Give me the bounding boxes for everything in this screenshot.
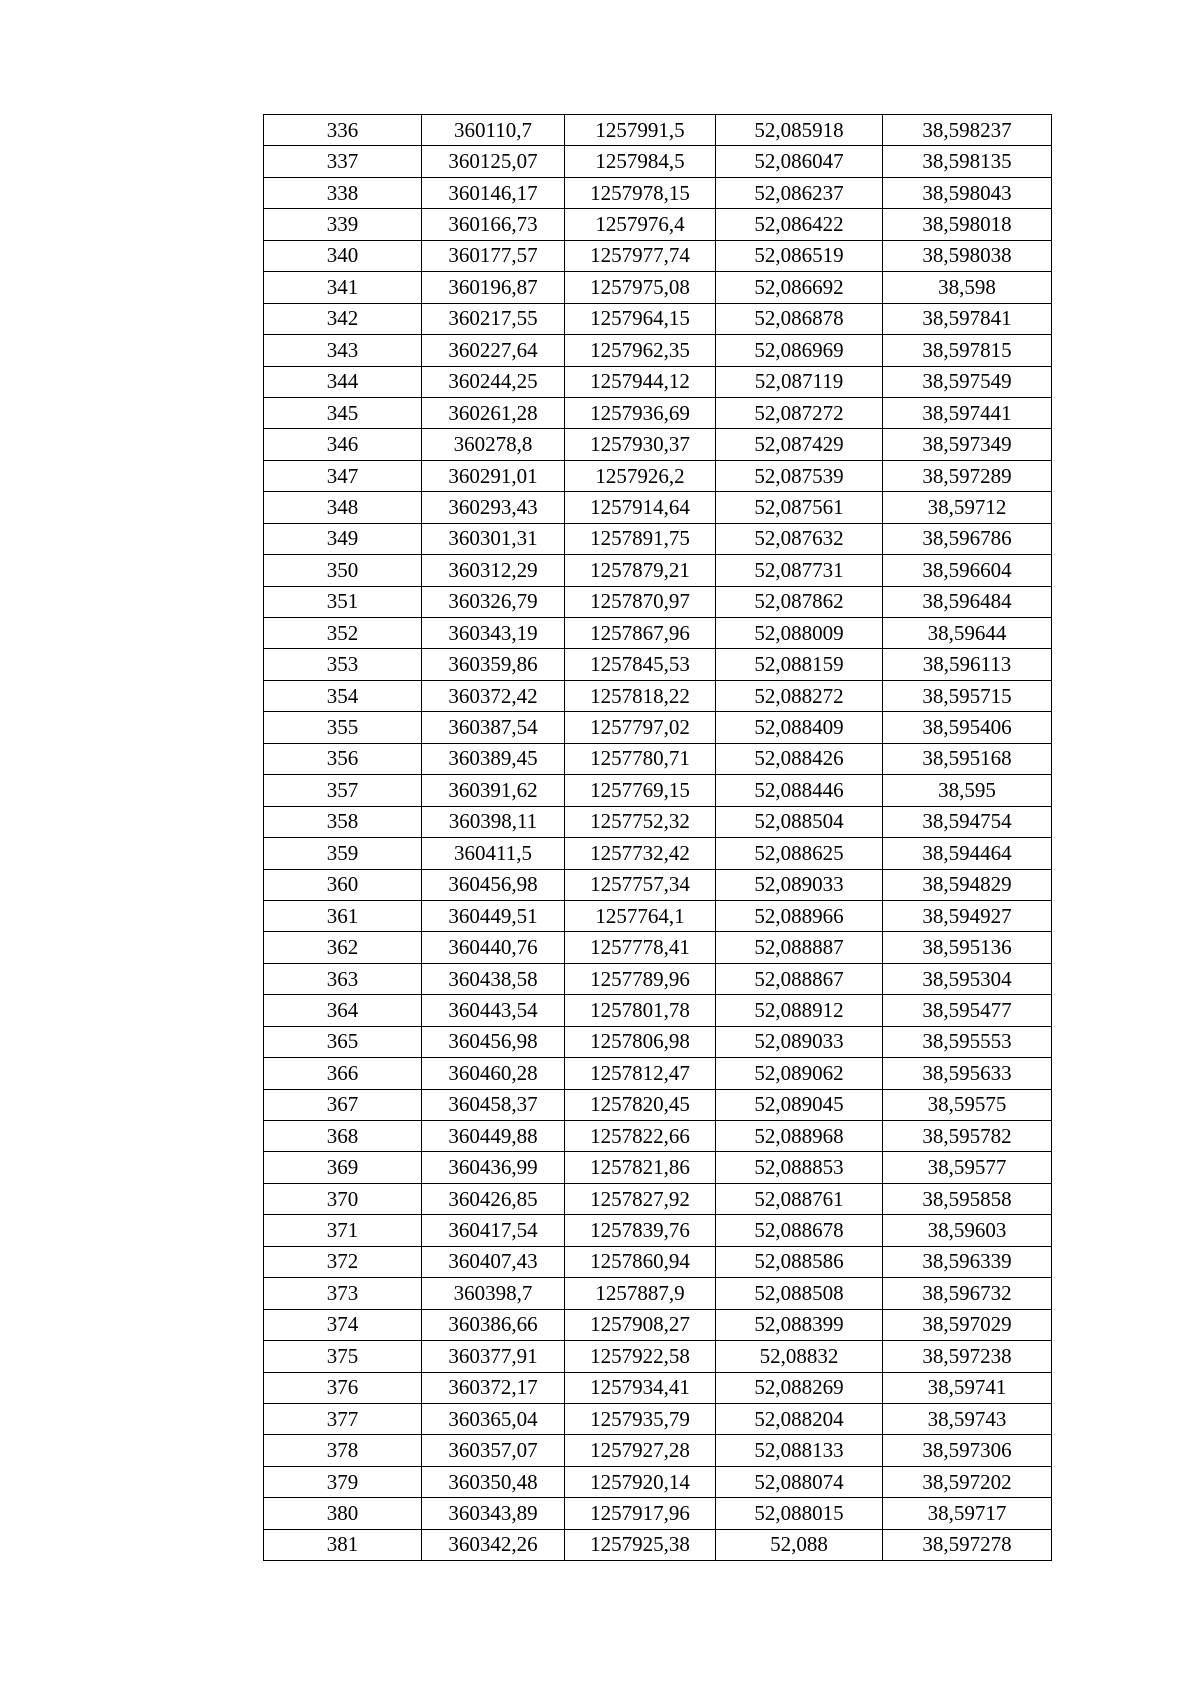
table-row: [264, 429, 1052, 460]
latitude-cell: 52,088426: [716, 743, 883, 774]
latitude-cell: 52,088966: [716, 900, 883, 931]
longitude-cell: 38,598043: [883, 177, 1052, 208]
point-number-cell: 377: [264, 1403, 422, 1434]
y-coordinate-cell: 1257839,76: [565, 1215, 716, 1246]
x-coordinate-cell: 360407,43: [422, 1246, 565, 1277]
latitude-cell: 52,088912: [716, 995, 883, 1026]
point-number-cell: 351: [264, 586, 422, 617]
longitude-cell: 38,596732: [883, 1278, 1052, 1309]
table-row: [264, 1215, 1052, 1246]
longitude-cell: 38,597029: [883, 1309, 1052, 1340]
point-number-cell: 358: [264, 806, 422, 837]
y-coordinate-cell: 1257891,75: [565, 523, 716, 554]
latitude-cell: 52,088015: [716, 1498, 883, 1529]
x-coordinate-cell: 360458,37: [422, 1089, 565, 1120]
latitude-cell: 52,086047: [716, 146, 883, 177]
longitude-cell: 38,59717: [883, 1498, 1052, 1529]
latitude-cell: 52,089062: [716, 1058, 883, 1089]
table-row: [264, 335, 1052, 366]
y-coordinate-cell: 1257978,15: [565, 177, 716, 208]
y-coordinate-cell: 1257908,27: [565, 1309, 716, 1340]
latitude-cell: 52,086237: [716, 177, 883, 208]
point-number-cell: 353: [264, 649, 422, 680]
table-row: [264, 1121, 1052, 1152]
point-number-cell: 337: [264, 146, 422, 177]
latitude-cell: 52,088508: [716, 1278, 883, 1309]
y-coordinate-cell: 1257757,34: [565, 869, 716, 900]
longitude-cell: 38,595715: [883, 680, 1052, 711]
point-number-cell: 374: [264, 1309, 422, 1340]
longitude-cell: 38,596113: [883, 649, 1052, 680]
y-coordinate-cell: 1257984,5: [565, 146, 716, 177]
latitude-cell: 52,088504: [716, 806, 883, 837]
latitude-cell: 52,088409: [716, 712, 883, 743]
point-number-cell: 355: [264, 712, 422, 743]
x-coordinate-cell: 360436,99: [422, 1152, 565, 1183]
y-coordinate-cell: 1257962,35: [565, 335, 716, 366]
latitude-cell: 52,089045: [716, 1089, 883, 1120]
longitude-cell: 38,597306: [883, 1435, 1052, 1466]
longitude-cell: 38,59644: [883, 618, 1052, 649]
longitude-cell: 38,59603: [883, 1215, 1052, 1246]
table-row: [264, 838, 1052, 869]
point-number-cell: 342: [264, 303, 422, 334]
point-number-cell: 349: [264, 523, 422, 554]
latitude-cell: 52,088678: [716, 1215, 883, 1246]
longitude-cell: 38,595553: [883, 1026, 1052, 1057]
table-row: [264, 240, 1052, 271]
table-row: [264, 618, 1052, 649]
y-coordinate-cell: 1257820,45: [565, 1089, 716, 1120]
y-coordinate-cell: 1257887,9: [565, 1278, 716, 1309]
longitude-cell: 38,595304: [883, 963, 1052, 994]
latitude-cell: 52,088133: [716, 1435, 883, 1466]
longitude-cell: 38,597238: [883, 1341, 1052, 1372]
x-coordinate-cell: 360166,73: [422, 209, 565, 240]
latitude-cell: 52,088: [716, 1529, 883, 1560]
x-coordinate-cell: 360456,98: [422, 1026, 565, 1057]
latitude-cell: 52,086878: [716, 303, 883, 334]
y-coordinate-cell: 1257769,15: [565, 775, 716, 806]
x-coordinate-cell: 360312,29: [422, 555, 565, 586]
longitude-cell: 38,595477: [883, 995, 1052, 1026]
point-number-cell: 370: [264, 1183, 422, 1214]
table-row: [264, 900, 1052, 931]
table-row: [264, 806, 1052, 837]
x-coordinate-cell: 360386,66: [422, 1309, 565, 1340]
longitude-cell: 38,598018: [883, 209, 1052, 240]
coordinates-table: [263, 114, 1052, 1561]
x-coordinate-cell: 360261,28: [422, 397, 565, 428]
latitude-cell: 52,086422: [716, 209, 883, 240]
x-coordinate-cell: 360398,11: [422, 806, 565, 837]
x-coordinate-cell: 360411,5: [422, 838, 565, 869]
x-coordinate-cell: 360110,7: [422, 115, 565, 146]
table-row: [264, 1278, 1052, 1309]
y-coordinate-cell: 1257867,96: [565, 618, 716, 649]
y-coordinate-cell: 1257936,69: [565, 397, 716, 428]
latitude-cell: 52,087731: [716, 555, 883, 586]
x-coordinate-cell: 360417,54: [422, 1215, 565, 1246]
y-coordinate-cell: 1257845,53: [565, 649, 716, 680]
table-row: [264, 1089, 1052, 1120]
longitude-cell: 38,597841: [883, 303, 1052, 334]
longitude-cell: 38,595136: [883, 932, 1052, 963]
point-number-cell: 375: [264, 1341, 422, 1372]
longitude-cell: 38,597278: [883, 1529, 1052, 1560]
table-row: [264, 303, 1052, 334]
x-coordinate-cell: 360125,07: [422, 146, 565, 177]
latitude-cell: 52,087429: [716, 429, 883, 460]
y-coordinate-cell: 1257925,38: [565, 1529, 716, 1560]
latitude-cell: 52,086519: [716, 240, 883, 271]
table-row: [264, 1466, 1052, 1497]
x-coordinate-cell: 360389,45: [422, 743, 565, 774]
point-number-cell: 360: [264, 869, 422, 900]
table-row: [264, 1372, 1052, 1403]
latitude-cell: 52,087862: [716, 586, 883, 617]
y-coordinate-cell: 1257732,42: [565, 838, 716, 869]
longitude-cell: 38,598: [883, 272, 1052, 303]
table-row: [264, 1058, 1052, 1089]
y-coordinate-cell: 1257818,22: [565, 680, 716, 711]
latitude-cell: 52,087539: [716, 460, 883, 491]
x-coordinate-cell: 360196,87: [422, 272, 565, 303]
latitude-cell: 52,087632: [716, 523, 883, 554]
point-number-cell: 338: [264, 177, 422, 208]
table-row: [264, 1246, 1052, 1277]
point-number-cell: 350: [264, 555, 422, 586]
table-row: [264, 586, 1052, 617]
point-number-cell: 339: [264, 209, 422, 240]
longitude-cell: 38,595858: [883, 1183, 1052, 1214]
longitude-cell: 38,597549: [883, 366, 1052, 397]
point-number-cell: 344: [264, 366, 422, 397]
point-number-cell: 371: [264, 1215, 422, 1246]
x-coordinate-cell: 360426,85: [422, 1183, 565, 1214]
point-number-cell: 359: [264, 838, 422, 869]
x-coordinate-cell: 360365,04: [422, 1403, 565, 1434]
table-row: [264, 775, 1052, 806]
y-coordinate-cell: 1257801,78: [565, 995, 716, 1026]
table-row: [264, 146, 1052, 177]
table-row: [264, 743, 1052, 774]
point-number-cell: 348: [264, 492, 422, 523]
x-coordinate-cell: 360460,28: [422, 1058, 565, 1089]
point-number-cell: 340: [264, 240, 422, 271]
point-number-cell: 366: [264, 1058, 422, 1089]
x-coordinate-cell: 360398,7: [422, 1278, 565, 1309]
point-number-cell: 368: [264, 1121, 422, 1152]
longitude-cell: 38,595168: [883, 743, 1052, 774]
longitude-cell: 38,596339: [883, 1246, 1052, 1277]
table-row: [264, 995, 1052, 1026]
longitude-cell: 38,59575: [883, 1089, 1052, 1120]
x-coordinate-cell: 360440,76: [422, 932, 565, 963]
latitude-cell: 52,088853: [716, 1152, 883, 1183]
x-coordinate-cell: 360372,17: [422, 1372, 565, 1403]
point-number-cell: 364: [264, 995, 422, 1026]
y-coordinate-cell: 1257976,4: [565, 209, 716, 240]
point-number-cell: 352: [264, 618, 422, 649]
latitude-cell: 52,088159: [716, 649, 883, 680]
x-coordinate-cell: 360357,07: [422, 1435, 565, 1466]
y-coordinate-cell: 1257926,2: [565, 460, 716, 491]
latitude-cell: 52,088009: [716, 618, 883, 649]
latitude-cell: 52,088399: [716, 1309, 883, 1340]
x-coordinate-cell: 360449,88: [422, 1121, 565, 1152]
y-coordinate-cell: 1257935,79: [565, 1403, 716, 1434]
y-coordinate-cell: 1257922,58: [565, 1341, 716, 1372]
latitude-cell: 52,088586: [716, 1246, 883, 1277]
point-number-cell: 378: [264, 1435, 422, 1466]
y-coordinate-cell: 1257812,47: [565, 1058, 716, 1089]
x-coordinate-cell: 360227,64: [422, 335, 565, 366]
y-coordinate-cell: 1257764,1: [565, 900, 716, 931]
latitude-cell: 52,088074: [716, 1466, 883, 1497]
point-number-cell: 347: [264, 460, 422, 491]
longitude-cell: 38,596604: [883, 555, 1052, 586]
y-coordinate-cell: 1257806,98: [565, 1026, 716, 1057]
point-number-cell: 380: [264, 1498, 422, 1529]
latitude-cell: 52,085918: [716, 115, 883, 146]
longitude-cell: 38,597289: [883, 460, 1052, 491]
table-row: [264, 460, 1052, 491]
latitude-cell: 52,089033: [716, 869, 883, 900]
longitude-cell: 38,596484: [883, 586, 1052, 617]
table-row: [264, 492, 1052, 523]
longitude-cell: 38,59743: [883, 1403, 1052, 1434]
point-number-cell: 356: [264, 743, 422, 774]
y-coordinate-cell: 1257821,86: [565, 1152, 716, 1183]
table-row: [264, 177, 1052, 208]
point-number-cell: 376: [264, 1372, 422, 1403]
longitude-cell: 38,596786: [883, 523, 1052, 554]
x-coordinate-cell: 360293,43: [422, 492, 565, 523]
latitude-cell: 52,088625: [716, 838, 883, 869]
table-row: [264, 1309, 1052, 1340]
table-row: [264, 555, 1052, 586]
table-row: [264, 523, 1052, 554]
point-number-cell: 381: [264, 1529, 422, 1560]
x-coordinate-cell: 360359,86: [422, 649, 565, 680]
y-coordinate-cell: 1257827,92: [565, 1183, 716, 1214]
longitude-cell: 38,598038: [883, 240, 1052, 271]
longitude-cell: 38,595: [883, 775, 1052, 806]
y-coordinate-cell: 1257778,41: [565, 932, 716, 963]
table-row: [264, 1529, 1052, 1560]
longitude-cell: 38,597815: [883, 335, 1052, 366]
longitude-cell: 38,595633: [883, 1058, 1052, 1089]
x-coordinate-cell: 360177,57: [422, 240, 565, 271]
longitude-cell: 38,597349: [883, 429, 1052, 460]
longitude-cell: 38,598135: [883, 146, 1052, 177]
x-coordinate-cell: 360377,91: [422, 1341, 565, 1372]
table-row: [264, 963, 1052, 994]
table-row: [264, 649, 1052, 680]
latitude-cell: 52,088761: [716, 1183, 883, 1214]
longitude-cell: 38,594927: [883, 900, 1052, 931]
table-row: [264, 712, 1052, 743]
latitude-cell: 52,087119: [716, 366, 883, 397]
x-coordinate-cell: 360326,79: [422, 586, 565, 617]
x-coordinate-cell: 360342,26: [422, 1529, 565, 1560]
x-coordinate-cell: 360301,31: [422, 523, 565, 554]
latitude-cell: 52,086969: [716, 335, 883, 366]
point-number-cell: 372: [264, 1246, 422, 1277]
x-coordinate-cell: 360372,42: [422, 680, 565, 711]
table-row: [264, 680, 1052, 711]
latitude-cell: 52,088269: [716, 1372, 883, 1403]
y-coordinate-cell: 1257917,96: [565, 1498, 716, 1529]
x-coordinate-cell: 360456,98: [422, 869, 565, 900]
y-coordinate-cell: 1257822,66: [565, 1121, 716, 1152]
point-number-cell: 341: [264, 272, 422, 303]
x-coordinate-cell: 360350,48: [422, 1466, 565, 1497]
latitude-cell: 52,088968: [716, 1121, 883, 1152]
longitude-cell: 38,595782: [883, 1121, 1052, 1152]
y-coordinate-cell: 1257797,02: [565, 712, 716, 743]
y-coordinate-cell: 1257975,08: [565, 272, 716, 303]
y-coordinate-cell: 1257977,74: [565, 240, 716, 271]
y-coordinate-cell: 1257789,96: [565, 963, 716, 994]
table-row: [264, 1403, 1052, 1434]
latitude-cell: 52,089033: [716, 1026, 883, 1057]
y-coordinate-cell: 1257914,64: [565, 492, 716, 523]
x-coordinate-cell: 360387,54: [422, 712, 565, 743]
x-coordinate-cell: 360343,89: [422, 1498, 565, 1529]
y-coordinate-cell: 1257930,37: [565, 429, 716, 460]
table-row: [264, 1498, 1052, 1529]
table-row: [264, 1152, 1052, 1183]
coordinates-table-body: [264, 115, 1052, 1561]
point-number-cell: 357: [264, 775, 422, 806]
point-number-cell: 362: [264, 932, 422, 963]
longitude-cell: 38,595406: [883, 712, 1052, 743]
point-number-cell: 365: [264, 1026, 422, 1057]
longitude-cell: 38,598237: [883, 115, 1052, 146]
point-number-cell: 363: [264, 963, 422, 994]
table-row: [264, 869, 1052, 900]
y-coordinate-cell: 1257920,14: [565, 1466, 716, 1497]
x-coordinate-cell: 360291,01: [422, 460, 565, 491]
point-number-cell: 354: [264, 680, 422, 711]
table-row: [264, 272, 1052, 303]
point-number-cell: 369: [264, 1152, 422, 1183]
latitude-cell: 52,088867: [716, 963, 883, 994]
latitude-cell: 52,088272: [716, 680, 883, 711]
x-coordinate-cell: 360391,62: [422, 775, 565, 806]
table-row: [264, 932, 1052, 963]
table-row: [264, 1026, 1052, 1057]
table-row: [264, 366, 1052, 397]
longitude-cell: 38,597441: [883, 397, 1052, 428]
y-coordinate-cell: 1257870,97: [565, 586, 716, 617]
latitude-cell: 52,087561: [716, 492, 883, 523]
y-coordinate-cell: 1257944,12: [565, 366, 716, 397]
x-coordinate-cell: 360443,54: [422, 995, 565, 1026]
latitude-cell: 52,088204: [716, 1403, 883, 1434]
x-coordinate-cell: 360438,58: [422, 963, 565, 994]
latitude-cell: 52,086692: [716, 272, 883, 303]
point-number-cell: 346: [264, 429, 422, 460]
point-number-cell: 336: [264, 115, 422, 146]
longitude-cell: 38,59712: [883, 492, 1052, 523]
x-coordinate-cell: 360146,17: [422, 177, 565, 208]
y-coordinate-cell: 1257879,21: [565, 555, 716, 586]
table-row: [264, 115, 1052, 146]
y-coordinate-cell: 1257964,15: [565, 303, 716, 334]
latitude-cell: 52,08832: [716, 1341, 883, 1372]
table-row: [264, 1183, 1052, 1214]
table-row: [264, 209, 1052, 240]
longitude-cell: 38,59741: [883, 1372, 1052, 1403]
latitude-cell: 52,087272: [716, 397, 883, 428]
table-row: [264, 1435, 1052, 1466]
longitude-cell: 38,594829: [883, 869, 1052, 900]
latitude-cell: 52,088887: [716, 932, 883, 963]
point-number-cell: 361: [264, 900, 422, 931]
x-coordinate-cell: 360244,25: [422, 366, 565, 397]
x-coordinate-cell: 360343,19: [422, 618, 565, 649]
point-number-cell: 379: [264, 1466, 422, 1497]
y-coordinate-cell: 1257752,32: [565, 806, 716, 837]
point-number-cell: 343: [264, 335, 422, 366]
x-coordinate-cell: 360449,51: [422, 900, 565, 931]
x-coordinate-cell: 360278,8: [422, 429, 565, 460]
table-row: [264, 397, 1052, 428]
x-coordinate-cell: 360217,55: [422, 303, 565, 334]
longitude-cell: 38,594464: [883, 838, 1052, 869]
point-number-cell: 373: [264, 1278, 422, 1309]
y-coordinate-cell: 1257927,28: [565, 1435, 716, 1466]
y-coordinate-cell: 1257991,5: [565, 115, 716, 146]
point-number-cell: 367: [264, 1089, 422, 1120]
y-coordinate-cell: 1257860,94: [565, 1246, 716, 1277]
longitude-cell: 38,59577: [883, 1152, 1052, 1183]
longitude-cell: 38,597202: [883, 1466, 1052, 1497]
y-coordinate-cell: 1257934,41: [565, 1372, 716, 1403]
latitude-cell: 52,088446: [716, 775, 883, 806]
point-number-cell: 345: [264, 397, 422, 428]
longitude-cell: 38,594754: [883, 806, 1052, 837]
table-row: [264, 1341, 1052, 1372]
y-coordinate-cell: 1257780,71: [565, 743, 716, 774]
